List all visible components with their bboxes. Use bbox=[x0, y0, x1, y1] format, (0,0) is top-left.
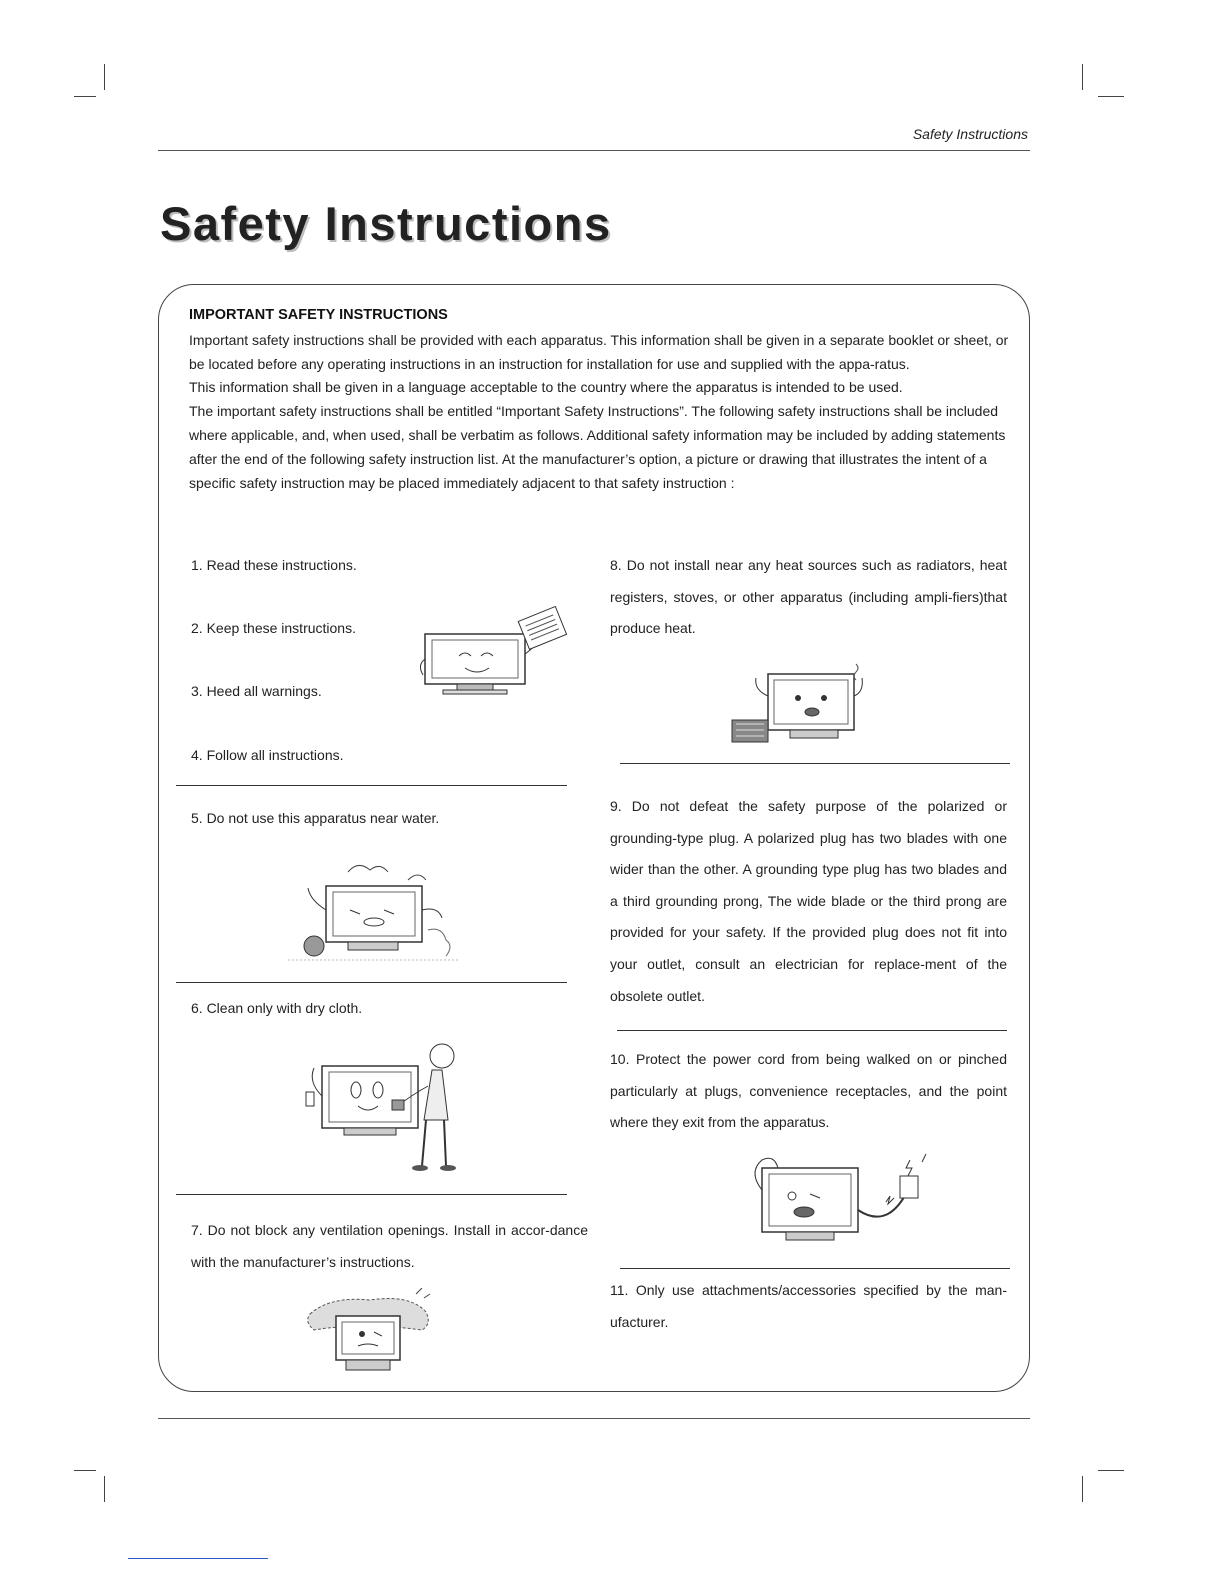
divider bbox=[620, 763, 1010, 764]
page-title: Safety Instructions bbox=[160, 197, 612, 250]
instruction-item-4: 4. Follow all instructions. bbox=[191, 747, 344, 763]
crop-mark bbox=[74, 1470, 96, 1471]
divider bbox=[617, 1030, 1007, 1031]
instruction-item-7: 7. Do not block any ventilation openings. Install in accor-dance with the manufacturer’s instructions. bbox=[191, 1222, 588, 1270]
footer-link-underline bbox=[128, 1558, 268, 1559]
person-cleaning-tv-illustration bbox=[292, 1036, 472, 1176]
crop-mark bbox=[104, 1476, 105, 1502]
instruction-item-10: 10. Protect the power cord from being walked on or pinched particularly at plugs, convenience receptacles, and the point where they exit from the apparatus. bbox=[610, 1051, 1007, 1131]
crop-mark bbox=[1098, 1470, 1124, 1471]
tv-holding-manual-illustration bbox=[415, 604, 575, 704]
running-head: Safety Instructions bbox=[912, 126, 1028, 142]
instruction-item-11: 11. Only use attachments/accessories specified by the man-ufacturer. bbox=[610, 1282, 1007, 1330]
header-rule bbox=[158, 150, 1030, 151]
power-cord-illustration bbox=[744, 1150, 936, 1254]
instruction-item-3: 3. Heed all warnings. bbox=[191, 683, 322, 699]
divider bbox=[176, 785, 567, 786]
crop-mark bbox=[74, 96, 96, 97]
crop-mark bbox=[1098, 96, 1124, 97]
crop-mark bbox=[1082, 64, 1083, 90]
divider bbox=[176, 1194, 567, 1195]
blocked-ventilation-illustration bbox=[298, 1288, 438, 1380]
crop-mark bbox=[104, 64, 105, 90]
divider bbox=[176, 982, 567, 983]
tv-near-water-illustration bbox=[288, 860, 458, 970]
intro-paragraph: Important safety instructions shall be provided with each apparatus. This information shall be given in a separate booklet or sheet, or be located before any operating instructions in an instruction for installation for use and supplied with the appa-ratus. bbox=[189, 331, 1009, 372]
tv-near-heater-illustration bbox=[728, 660, 868, 750]
instruction-item-2: 2. Keep these instructions. bbox=[191, 620, 356, 636]
intro-heading: IMPORTANT SAFETY INSTRUCTIONS bbox=[189, 307, 448, 323]
crop-mark bbox=[1082, 1476, 1083, 1502]
footer-rule bbox=[158, 1418, 1030, 1419]
intro-paragraph: This information shall be given in a language acceptable to the country where the apparatus is intended to be used. bbox=[189, 379, 903, 396]
instruction-item-8: 8. Do not install near any heat sources such as radiators, heat registers, stoves, or other apparatus (including ampli-fiers)that produce heat. bbox=[610, 557, 1007, 637]
instruction-item-9: 9. Do not defeat the safety purpose of the polarized or grounding-type plug. A polarized plug has two blades with one wider than the other. A grounding type plug has two blades and a third grounding prong, The wide blade or the third prong are provided for your safety. If the provided plug does not fit into your outlet, consult an electrician for replace-ment of the obsolete outlet. bbox=[610, 798, 1007, 1004]
instruction-item-5: 5. Do not use this apparatus near water. bbox=[191, 810, 440, 826]
instruction-item-6: 6. Clean only with dry cloth. bbox=[191, 1000, 363, 1016]
instruction-item-1: 1. Read these instructions. bbox=[191, 557, 357, 573]
divider bbox=[620, 1268, 1010, 1269]
intro-block bbox=[189, 304, 1011, 495]
intro-paragraph: The important safety instructions shall be entitled “Important Safety Instructions”. The following safety instructions shall be included where applicable, and, when used, shall be verbatim as follows. Additional safety information may be included by adding statements after the end of the following safety instruction list. At the manufacturer’s option, a picture or drawing that illustrates the intent of a specific safety instruction may be placed immediately adjacent to that safety instruction : bbox=[189, 403, 1006, 491]
